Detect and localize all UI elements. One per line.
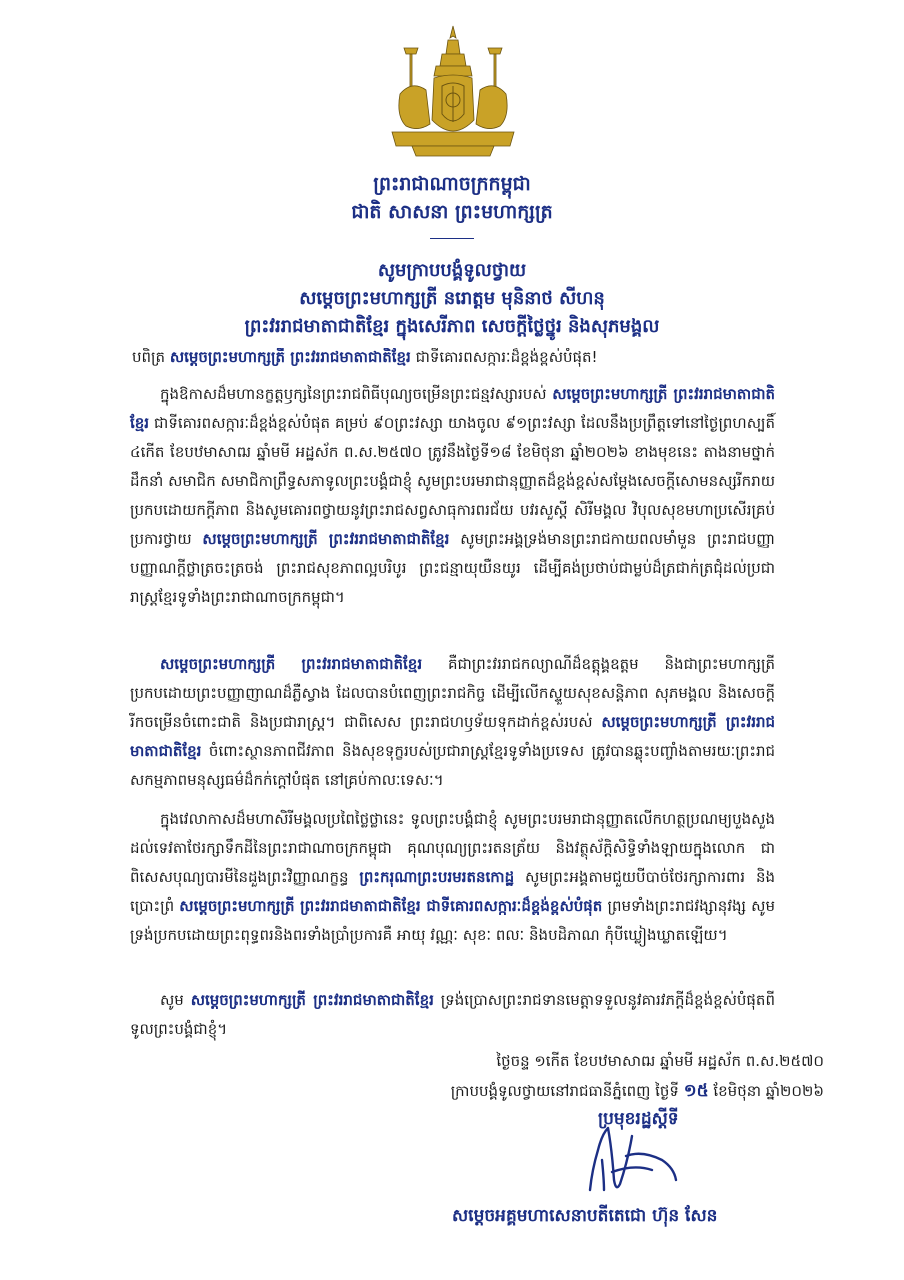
kingdom-title: ព្រះរាជាណាចក្រកម្ពុជា [373,173,531,195]
p1-bold-b: សម្តេចព្រះមហាក្សត្រី ព្រះវររាជមាតាជាតិខ្មែរ [130,385,776,432]
p2-bold-c: សម្តេចព្រះមហាក្សត្រី ព្រះវររាជមាតាជាតិខ្មែរ [130,713,776,760]
address-line-2: សម្តេចព្រះមហាក្សត្រី នរោត្តម មុនិនាថ សីហនុ [299,288,605,309]
p2-text-d: ចំពោះស្ថានភាពជីវភាព និងសុខទុក្ខរបស់ប្រជារាស្ត្រខ្មែរទូទាំងប្រទេស ត្រូវបានឆ្លុះបញ្ចាំងតាមរយៈព្រះរាជសកម្មភាពមនុស្សធម៌ដ៏កក់ក្ដៅបំផុត នៅគ្រប់កាលៈទេសៈ។ [130,742,775,789]
paragraph-4 [130,986,775,1044]
address-line-3: ព្រះវររាជមាតាជាតិខ្មែរ ក្នុងសេរីភាព សេចក្តីថ្លៃថ្នូរ និងសុភមង្គល [244,316,660,337]
p4-text-a: សូម [160,991,191,1009]
p3-text-c: សូមព្រះអង្គតាមជួយបីបាច់ថែរក្សាការពារ និងប្រោះព្រំ [130,868,775,915]
paragraph-1 [130,380,775,612]
p1-bold-d: សម្តេចព្រះមហាក្សត្រី ព្រះវររាជមាតាជាតិខ្មែរ [202,530,450,548]
handwritten-signature-icon [582,1120,682,1196]
p3-bold-d: សម្តេចព្រះមហាក្សត្រី ព្រះវររាជមាតាជាតិខ្មែរ ជាទីគោរពសក្ការៈដ៏ខ្ពង់ខ្ពស់បំផុត [179,897,603,915]
national-motto: ជាតិ សាសនា ព្រះមហាក្សត្រ [351,201,553,223]
p1-text-e: សូមព្រះអង្គទ្រង់មានព្រះរាជកាយពលមាំមួន ព្រះរាជបញ្ញាបញ្ញាណក្ដីថ្លាត្រចះត្រចង់ ព្រះរាជសុខភាពល្អបរិបូរ ព្រះជន្មាយុយឺនយូរ ដើម្បីគង់ប្រថាប់ជាម្លប់ដ៏ត្រជាក់ត្រជុំដល់ប្រជារាស្ត្រខ្មែរទូទាំងព្រះរាជាណាចក្រកម្ពុជា។ [130,530,775,606]
salutation-title: សម្តេចព្រះមហាក្សត្រី ព្រះវររាជមាតាជាតិខ្មែរ [169,348,411,366]
place-suffix: ខែមិថុនា ឆ្នាំ២០២៦ [708,1082,824,1100]
p2-text-b: គឺជាព្រះវររាជកល្យាណីដ៏ឧត្តុង្គឧត្តម និងជាព្រះមហាក្សត្រីប្រកបដោយព្រះបញ្ញាញាណដ៏ភ្លឺស្វាង ដែលបានបំពេញព្រះរាជកិច្ច ដើម្បីលើកស្ទួយសុខសន្តិភាព សុភមង្គល និងសេចក្តីរីកចម្រើនចំពោះជាតិ និងប្រជារាស្ត្រ។ ជាពិសេស ព្រះរាជហឫទ័យទុកដាក់ខ្ពស់របស់ [130,655,775,731]
salutation [132,348,872,370]
salutation-prefix: បពិត្រ [132,348,170,366]
p1-text-c: ជាទីគោរពសក្ការៈដ៏ខ្ពង់ខ្ពស់បំផុត គម្រប់ ៩០ព្រះវស្សា យាងចូល ៩១ព្រះវស្សា ដែលនឹងប្រព្រឹត្តទៅនៅថ្ងៃព្រហស្បតិ៍ ៤កើត ខែបឋមាសាឍ ឆ្នាំមមី អដ្ឋស័ក ព.ស.២៥៧០ ត្រូវនឹងថ្ងៃទី១៨ ខែមិថុនា ឆ្នាំ២០២៦ ខាងមុខនេះ តាងនាមថ្នាក់ដឹកនាំ សមាជិក សមាជិកាព្រឹទ្ធសភាទូលព្រះបង្គំជាខ្ញុំ សូមព្រះបរមរាជានុញ្ញាតដ៏ខ្ពង់ខ្ពស់សម្តែងសេចក្តីសោមនស្សរីករាយប្រកបដោយកក្តីភាព និងសូមគោរពថ្វាយនូវព្រះរាជសព្វសាធុការពរជ័យ បវរសួស្តី សិរីមង្គល វិបុលសុខមហាប្រសើរគ្រប់ប្រការថ្វាយ [130,414,775,548]
royal-arms-emblem-icon [382,24,524,160]
paragraph-2 [130,650,775,795]
p2-bold-a: សម្តេចព្រះមហាក្សត្រី ព្រះវររាជមាតាជាតិខ្មែរ [160,655,423,673]
p4-text-c: ទ្រង់ប្រោសព្រះរាជទានមេត្តាទទួលនូវគារវភក្តីដ៏ខ្ពង់ខ្ពស់បំផុតពីទូលព្រះបង្គំជាខ្ញុំ។ [130,991,775,1038]
lunar-date: ថ្ងៃចន្ទ ១កើត ខែបឋមាសាឍ ឆ្នាំមមី អដ្ឋស័ក ព.ស.២៥៧០ [496,1052,824,1070]
signer-name: សម្តេចអគ្គមហាសេនាបតីតេជោ ហ៊ុន សែន [452,1206,718,1226]
day-number: ១៥ [683,1081,709,1101]
signer-role: ប្រមុខរដ្ឋស្តីទី [598,1109,679,1129]
place-and-date [451,1080,824,1105]
paragraph-3 [130,805,775,950]
p1-text-a: ក្នុងឱកាសដ៏មហានក្ខត្តឫក្សនៃព្រះរាជពិធីបុណ្យចម្រើនព្រះជន្មវស្សារបស់ [160,385,553,403]
salutation-suffix: ជាទីគោរពសក្ការៈដ៏ខ្ពង់ខ្ពស់បំផុត! [410,348,598,366]
p4-bold-b: សម្តេចព្រះមហាក្សត្រី ព្រះវររាជមាតាជាតិខ្មែរ [190,991,434,1009]
address-line-1: សូមក្រាបបង្គំទូលថ្វាយ [377,260,527,281]
p3-text-a: ក្នុងវេលាកាសដ៏មហាសិរីមង្គលប្រពៃថ្លៃថ្លានេះ ទូលព្រះបង្គំជាខ្ញុំ សូមព្រះបរមរាជានុញ្ញាតលើកហត្ថប្រណម្យបួងសួងដល់ទេវតាថែរក្សាទឹកដីនៃព្រះរាជាណាចក្រកម្ពុជា គុណបុណ្យព្រះរតនត្រ័យ និងវត្ថុស័ក្តិសិទ្ធិទាំងឡាយក្នុងលោក ជាពិសេសបុណ្យបារមីនៃដួងព្រះវិញ្ញាណក្ខន្ធ [130,810,775,886]
header-divider [430,238,474,239]
place-prefix: ក្រាបបង្គំទូលថ្វាយនៅរាជធានីភ្នំពេញ ថ្ងៃទី [450,1082,684,1100]
p3-bold-b: ព្រះករុណាព្រះបរមរតនកោដ្ឋ [359,868,515,886]
p3-text-e: ព្រមទាំងព្រះរាជវង្សានុវង្ស សូមទ្រង់ប្រកបដោយព្រះពុទ្ធពរនិងពរទាំងប្រាំប្រការគឺ អាយុ វណ្ណៈ សុខៈ ពលៈ និងបដិភាណ កុំបីឃ្លៀងឃ្លាតឡើយ។ [130,897,775,944]
